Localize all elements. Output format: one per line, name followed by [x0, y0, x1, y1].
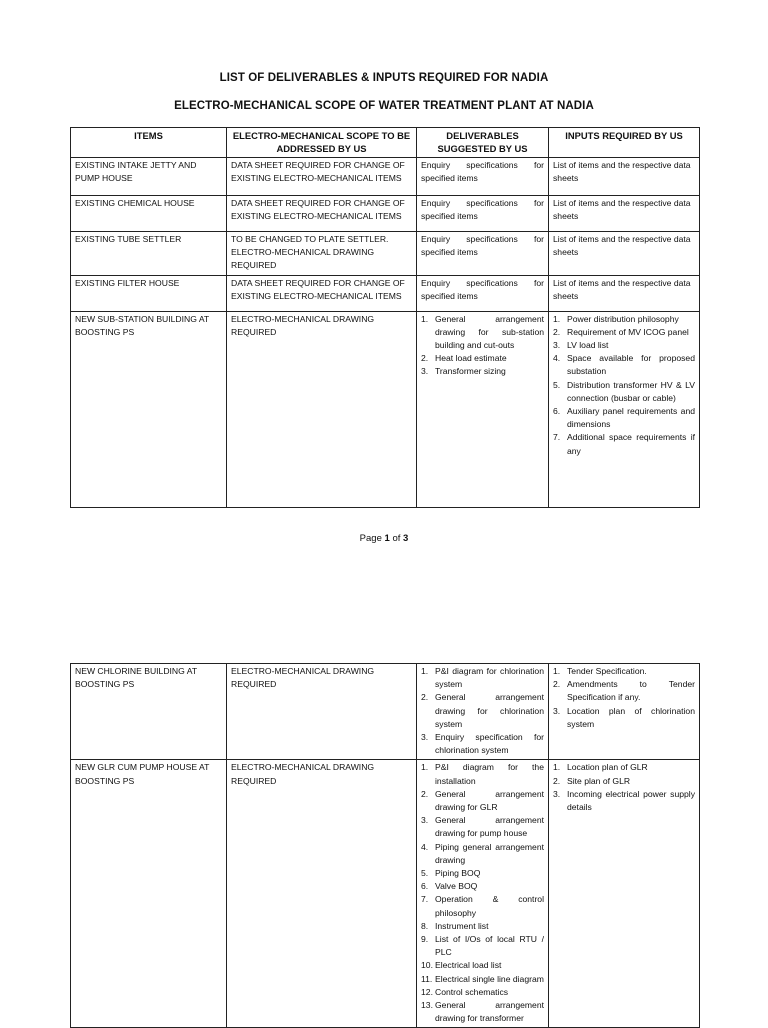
- inputs-cell: [549, 664, 700, 760]
- list-item: Location plan of GLR: [567, 762, 648, 773]
- scope-cell: DATA SHEET REQUIRED FOR CHANGE OF EXISTING ELECTRO-MECHANICAL ITEMS: [227, 158, 417, 196]
- inputs-list: [553, 313, 695, 458]
- item-cell: EXISTING CHEMICAL HOUSE: [71, 196, 227, 232]
- list-item: Piping general arrangement drawing: [435, 841, 544, 865]
- document-subtitle: ELECTRO-MECHANICAL SCOPE OF WATER TREATMENT PLANT AT NADIA: [174, 100, 594, 112]
- item-cell: NEW CHLORINE BUILDING AT BOOSTING PS: [71, 664, 227, 760]
- list-item: Distribution transformer HV & LV connection (busbar or cable): [567, 379, 695, 403]
- list-item: Requirement of MV ICOG panel: [567, 326, 689, 337]
- table-row: [71, 158, 700, 196]
- deliverables-table-page2: [70, 663, 700, 1028]
- deliverables-cell: Enquiry specifications for specified items: [417, 196, 549, 232]
- deliverables-cell: [417, 760, 549, 1028]
- page-current: 1: [384, 533, 390, 544]
- list-item: Location plan of chlorination system: [567, 705, 695, 729]
- table-row: [71, 760, 700, 1028]
- list-item: Power distribution philosophy: [567, 313, 679, 324]
- item-cell: NEW SUB-STATION BUILDING AT BOOSTING PS: [71, 311, 227, 507]
- list-item: Operation & control philosophy: [435, 894, 544, 918]
- scope-cell: DATA SHEET REQUIRED FOR CHANGE OF EXISTING ELECTRO-MECHANICAL ITEMS: [227, 275, 417, 311]
- inputs-cell: List of items and the respective data sheets: [549, 196, 700, 232]
- table-row: [71, 664, 700, 760]
- list-item: General arrangement drawing for sub-station building and cut-outs: [435, 313, 544, 351]
- list-item: Transformer sizing: [435, 366, 506, 377]
- table-row: [71, 311, 700, 507]
- list-item: Space available for proposed substation: [567, 353, 695, 377]
- deliverables-cell: Enquiry specifications for specified items: [417, 275, 549, 311]
- list-item: General arrangement drawing for chlorination system: [435, 692, 544, 729]
- list-item: Electrical load list: [435, 960, 502, 971]
- scope-cell: ELECTRO-MECHANICAL DRAWING REQUIRED: [227, 311, 417, 507]
- deliverables-list: [421, 761, 544, 1025]
- list-item: Additional space requirements if any: [567, 432, 695, 456]
- list-item: Auxiliary panel requirements and dimensions: [567, 406, 695, 430]
- list-item: P&I diagram for chlorination system: [435, 666, 544, 690]
- list-item: Instrument list: [435, 920, 489, 931]
- inputs-list: [553, 761, 695, 814]
- header-items: ITEMS: [71, 128, 227, 158]
- list-item: Heat load estimate: [435, 353, 507, 364]
- page-number: [0, 533, 768, 544]
- header-inputs: INPUTS REQUIRED BY US: [549, 128, 700, 158]
- deliverables-cell: Enquiry specifications for specified items: [417, 232, 549, 276]
- list-item: P&I diagram for the installation: [435, 762, 544, 786]
- table-row: [71, 196, 700, 232]
- item-cell: NEW GLR CUM PUMP HOUSE AT BOOSTING PS: [71, 760, 227, 1028]
- list-item: Electrical single line diagram: [435, 973, 544, 984]
- scope-cell: ELECTRO-MECHANICAL DRAWING REQUIRED: [227, 760, 417, 1028]
- list-item: Valve BOQ: [435, 881, 478, 892]
- page-total: 3: [403, 533, 409, 544]
- header-deliverables: DELIVERABLES SUGGESTED BY US: [417, 128, 549, 158]
- list-item: Piping BOQ: [435, 868, 481, 879]
- item-cell: EXISTING INTAKE JETTY AND PUMP HOUSE: [71, 158, 227, 196]
- list-item: LV load list: [567, 340, 609, 351]
- inputs-cell: [549, 311, 700, 507]
- deliverables-cell: [417, 311, 549, 507]
- list-item: General arrangement drawing for pump house: [435, 815, 544, 839]
- inputs-cell: List of items and the respective data sheets: [549, 158, 700, 196]
- deliverables-table-page1: [70, 127, 700, 508]
- list-item: Tender Specification.: [567, 666, 647, 676]
- table-row: [71, 232, 700, 276]
- deliverables-cell: Enquiry specifications for specified items: [417, 158, 549, 196]
- page-label: Page: [359, 533, 382, 544]
- item-cell: EXISTING FILTER HOUSE: [71, 275, 227, 311]
- list-item: General arrangement drawing for transformer: [435, 1000, 544, 1024]
- header-scope: ELECTRO-MECHANICAL SCOPE TO BE ADDRESSED BY US: [227, 128, 417, 158]
- list-item: Site plan of GLR: [567, 775, 631, 786]
- scope-cell: ELECTRO-MECHANICAL DRAWING REQUIRED: [227, 664, 417, 760]
- list-item: General arrangement drawing for GLR: [435, 788, 544, 813]
- list-item: Enquiry specification for chlorination system: [435, 732, 544, 756]
- scope-cell: TO BE CHANGED TO PLATE SETTLER. ELECTRO-MECHANICAL DRAWING REQUIRED: [227, 232, 417, 276]
- deliverables-cell: [417, 664, 549, 760]
- list-item: Control schematics: [435, 986, 509, 997]
- list-item: Amendments to Tender Specification if any.: [567, 679, 695, 703]
- list-item: List of I/Os of local RTU / PLC: [435, 934, 544, 958]
- table-header-row: [71, 128, 700, 158]
- page-of: of: [392, 533, 401, 544]
- document-title: LIST OF DELIVERABLES & INPUTS REQUIRED FOR NADIA: [219, 72, 549, 84]
- inputs-list: [553, 665, 695, 731]
- inputs-cell: [549, 760, 700, 1028]
- deliverables-list: [421, 313, 544, 379]
- table-row: [71, 275, 700, 311]
- deliverables-list: [421, 665, 544, 757]
- list-item: Incoming electrical power supply details: [567, 788, 695, 813]
- scope-cell: DATA SHEET REQUIRED FOR CHANGE OF EXISTING ELECTRO-MECHANICAL ITEMS: [227, 196, 417, 232]
- item-cell: EXISTING TUBE SETTLER: [71, 232, 227, 276]
- inputs-cell: List of items and the respective data sheets: [549, 275, 700, 311]
- inputs-cell: List of items and the respective data sheets: [549, 232, 700, 276]
